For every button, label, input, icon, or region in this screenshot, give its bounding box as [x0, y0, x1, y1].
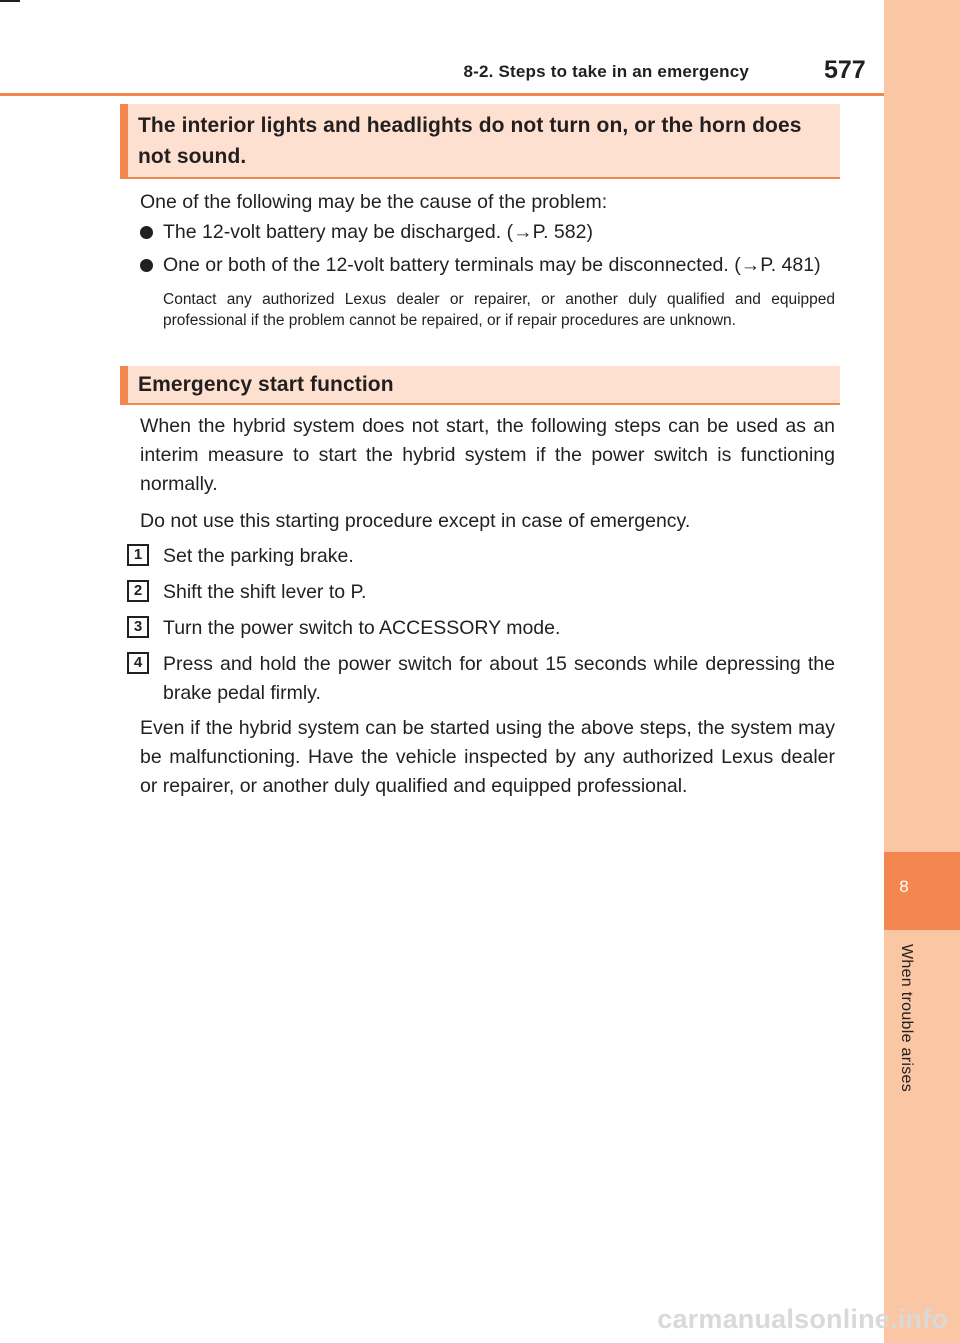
crop-mark: [0, 0, 20, 2]
section-heading-emergency-start: Emergency start function: [120, 366, 840, 405]
watermark: carmanualsonline.info: [657, 1304, 948, 1334]
page-number: 577: [824, 56, 866, 84]
step-text: Shift the shift lever to P.: [163, 581, 367, 603]
section-heading-lights-horn: The interior lights and headlights do not turn on, or the horn does not sound.: [120, 104, 840, 179]
paragraph: When the hybrid system does not start, the following steps can be used as an interim measure to start the hybrid system if the power switch is functioning normally.: [140, 415, 835, 495]
step-text: Set the parking brake.: [163, 545, 354, 567]
step-text: Turn the power switch to ACCESSORY mode.: [163, 617, 561, 639]
paragraph: Do not use this starting procedure except in case of emergency.: [140, 510, 691, 532]
header-rule: [0, 93, 884, 96]
intro-text: One of the following may be the cause of the problem:: [140, 191, 608, 213]
note-text: Contact any authorized Lexus dealer or repairer, or another duly qualified and equipped professional if the problem cannot be repaired, or if repair procedures are unknown.: [163, 291, 835, 329]
list-item-text: One or both of the 12-volt battery terminals may be disconnected. (→P. 481): [163, 254, 821, 276]
chapter-number: 8: [899, 877, 909, 896]
step-number-badge: 3: [127, 616, 149, 638]
step-text: Press and hold the power switch for about 15 seconds while depressing the brake pedal firmly.: [163, 653, 835, 704]
chapter-side-tab: [884, 0, 960, 1343]
step-number-badge: 4: [127, 652, 149, 674]
bullet-icon: [140, 259, 153, 272]
step-number-badge: 2: [127, 580, 149, 602]
step-number-badge: 1: [127, 544, 149, 566]
paragraph: Even if the hybrid system can be started using the above steps, the system may be malfunctioning. Have the vehicle inspected by any authorized Lexus dealer or repairer, or another duly qualified and equipped professional.: [140, 717, 835, 797]
running-header-section: 8-2. Steps to take in an emergency: [463, 62, 749, 81]
chapter-title: When trouble arises: [898, 944, 915, 1092]
bullet-icon: [140, 226, 153, 239]
list-item-text: The 12-volt battery may be discharged. (→P. 582): [163, 221, 593, 243]
